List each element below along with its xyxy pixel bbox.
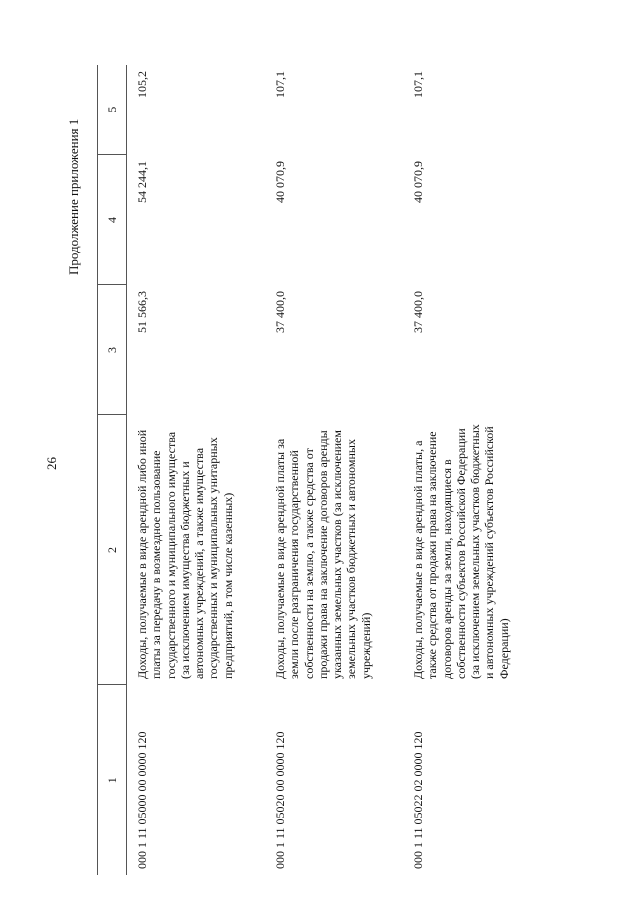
row-value-col4: 54 244,1: [135, 161, 149, 203]
row-value-col5: 107,1: [273, 71, 287, 98]
row-code: 000 1 11 05022 02 0000 120: [411, 731, 425, 869]
table-row: [403, 65, 543, 875]
row-description: Доходы, получаемые в виде арендной либо иной платы за передачу в возмездное пользование государственного и муниципального имущества (за исключением имущества бюджетных и автономных учреждений, а также имущества государственных и муниципальных унитарных предприятий, в том числе казенных): [135, 429, 235, 679]
row-value-col5: 105,2: [135, 71, 149, 98]
row-value-col3: 37 400,0: [411, 291, 425, 333]
row-code: 000 1 11 05020 00 0000 120: [273, 731, 287, 869]
table-header-row: [98, 65, 127, 875]
row-value-col5: 107,1: [411, 71, 425, 98]
table-row: [265, 65, 403, 875]
column-header-4: 4: [98, 155, 127, 285]
column-header-2: 2: [98, 415, 127, 685]
table-row: [127, 65, 266, 875]
column-header-5: 5: [98, 65, 127, 155]
row-value-col3: 51 566,3: [135, 291, 149, 333]
row-description: Доходы, получаемые в виде арендной платы за земли после разграничения государственной собственности на землю, а также средства от продажи права на заключение договоров аренды указанных земельных участков (за исключением земельных участков бюджетных и автономных учреждений): [273, 430, 373, 679]
row-value-col3: 37 400,0: [273, 291, 287, 333]
row-value-col4: 40 070,9: [273, 161, 287, 203]
page-number: 26: [44, 457, 59, 470]
row-code: 000 1 11 05000 00 0000 120: [135, 731, 149, 869]
revenue-table: [97, 65, 543, 875]
row-description: Доходы, получаемые в виде арендной платы, а также средства от продажи права на заключение договоров аренды за земли, находящиеся в собственности субъектов Российской Федерации (за исключением земельных участков бюджетных и автономных учреждений субъектов Российской Федерации): [411, 424, 511, 679]
row-value-col4: 40 070,9: [411, 161, 425, 203]
continuation-label: Продолжение приложения 1: [66, 118, 81, 275]
column-header-1: 1: [98, 685, 127, 875]
column-header-3: 3: [98, 285, 127, 415]
